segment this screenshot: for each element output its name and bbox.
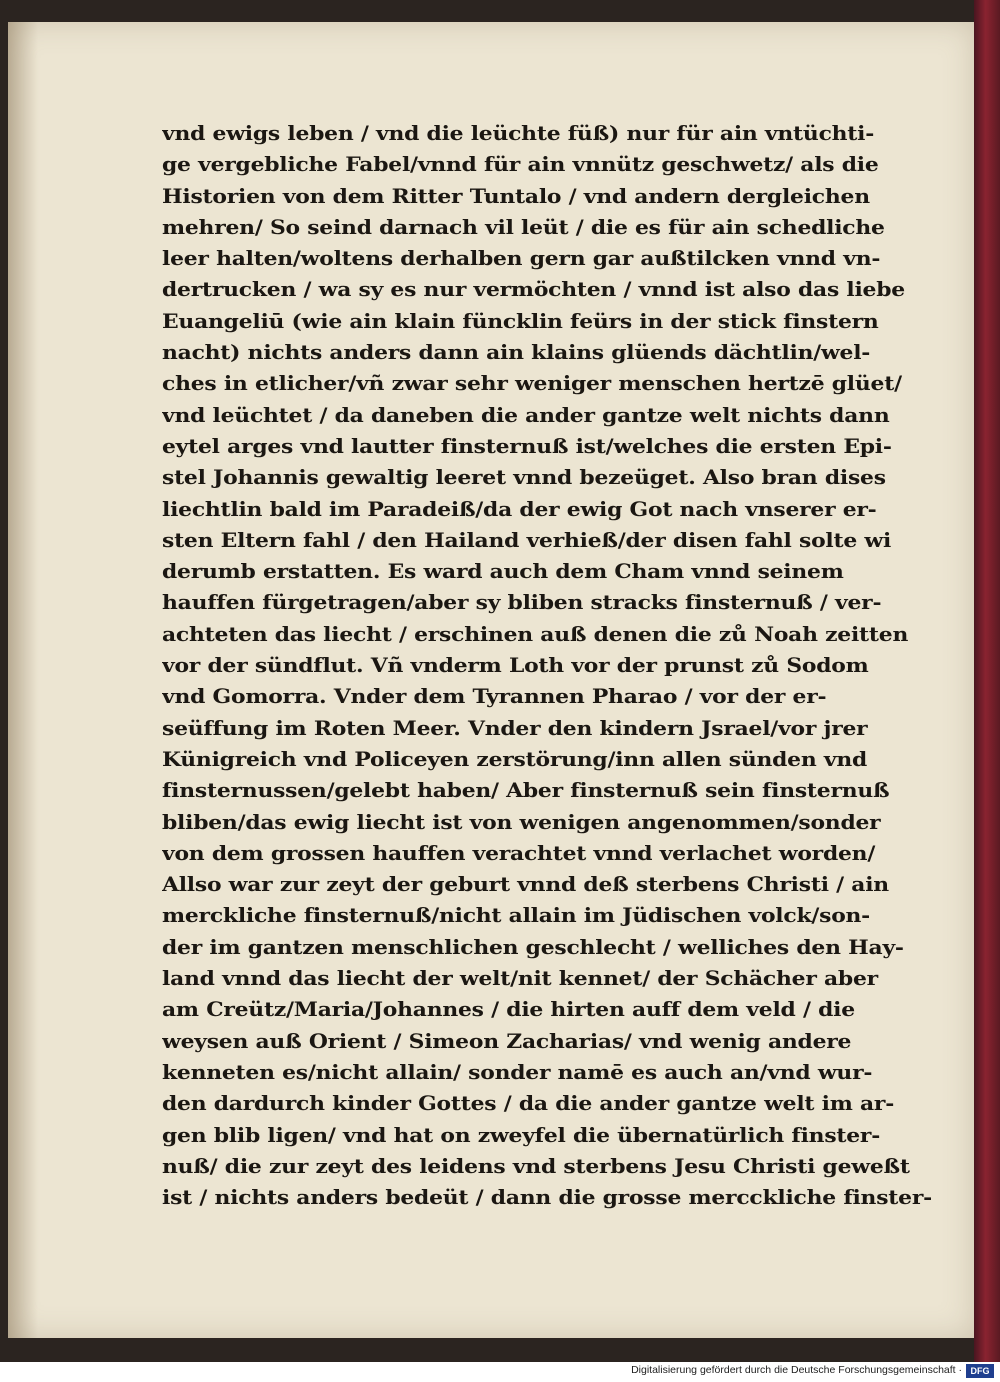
text-line: nuß/ die zur zeyt des leidens vnd sterbens Jesu Christi geweßt [162,1154,910,1178]
text-line: vor der sündflut. Vñ vnderm Loth vor der prunst zů Sodom [162,654,869,678]
text-line: bliben/das ewig liecht ist von wenigen angenommen/sonder [162,810,881,834]
text-line: finsternussen/gelebt haben/ Aber finsternuß sein finsternuß [162,779,890,803]
text-block [162,118,932,1213]
text-line: eytel arges vnd lautter finsternuß ist/welches die ersten Epi- [162,434,892,458]
text-line: Allso war zur zeyt der geburt vnnd deß sterbens Christi / ain [162,873,889,897]
funding-credit: Digitalisierung gefördert durch die Deutsche Forschungsgemeinschaft · [631,1364,962,1376]
page-gutter-shadow [8,22,38,1338]
text-line: Künigreich vnd Policeyen zerstörung/inn allen sünden vnd [162,747,868,771]
text-line: merckliche finsternuß/nicht allain im Jüdischen volck/son- [162,904,871,928]
text-line: kenneten es/nicht allain/ sonder namē es auch an/vnd wur- [162,1060,873,1084]
text-line: Euangeliū (wie ain klain füncklin feürs in der stick finstern [162,309,879,333]
text-line: von dem grossen hauffen verachtet vnnd verlachet worden/ [162,841,876,865]
text-line: ist / nichts anders bedeüt / dann die grosse mercckliche finster- [162,1186,932,1210]
text-line: vnd ewigs leben / vnd die leüchte füß) nur für ain vntüchti- [162,122,875,145]
text-line: leer halten/woltens derhalben gern gar außtilcken vnnd vn- [162,247,881,271]
text-line: liechtlin bald im Paradeiß/da der ewig Got nach vnserer er- [162,497,877,521]
text-line: den dardurch kinder Gottes / da die ander gantze welt im ar- [162,1092,895,1116]
text-line: seüffung im Roten Meer. Vnder den kindern Jsrael/vor jrer [162,716,868,740]
footer-bar [0,1362,1000,1382]
text-line: sten Eltern fahl / den Hailand verhieß/der disen fahl solte wi [162,528,892,552]
text-line: ches in etlicher/vñ zwar sehr weniger menschen hertzē glüet/ [162,372,902,396]
text-line: am Creütz/Maria/Johannes / die hirten auff dem veld / die [162,998,855,1022]
dfg-logo: DFG [966,1364,994,1378]
text-line: vnd leüchtet / da daneben die ander gantze welt nichts dann [162,403,890,427]
text-line: nacht) nichts anders dann ain klains glüends dächtlin/wel- [162,341,871,365]
text-line: vnd Gomorra. Vnder dem Tyrannen Pharao / vor der er- [162,685,827,709]
text-line: achteten das liecht / erschinen auß denen die zů Noah zeitten [162,622,909,646]
text-line: hauffen fürgetragen/aber sy bliben stracks finsternuß / ver- [162,591,882,615]
text-line: weysen auß Orient / Simeon Zacharias/ vnd wenig andere [162,1029,852,1053]
text-line: dertrucken / wa sy es nur vermöchten / vnnd ist also das liebe [162,278,905,302]
text-line: land vnnd das liecht der welt/nit kennet/ der Schächer aber [162,967,878,991]
text-line: mehren/ So seind darnach vil leüt / die es für ain schedliche [162,215,885,239]
text-line: der im gantzen menschlichen geschlecht / welliches den Hay- [162,935,904,959]
text-line: Historien von dem Ritter Tuntalo / vnd andern dergleichen [162,184,870,208]
book-binding-edge [974,0,1000,1362]
book-page [8,22,974,1338]
text-line: gen blib ligen/ vnd hat on zweyfel die übernatürlich finster- [162,1123,881,1147]
text-line: ge vergebliche Fabel/vnnd für ain vnnütz geschwetz/ als die [162,153,879,177]
text-line: stel Johannis gewaltig leeret vnnd bezeüget. Also bran dises [162,466,886,490]
text-line: derumb erstatten. Es ward auch dem Cham vnnd seinem [162,560,844,584]
